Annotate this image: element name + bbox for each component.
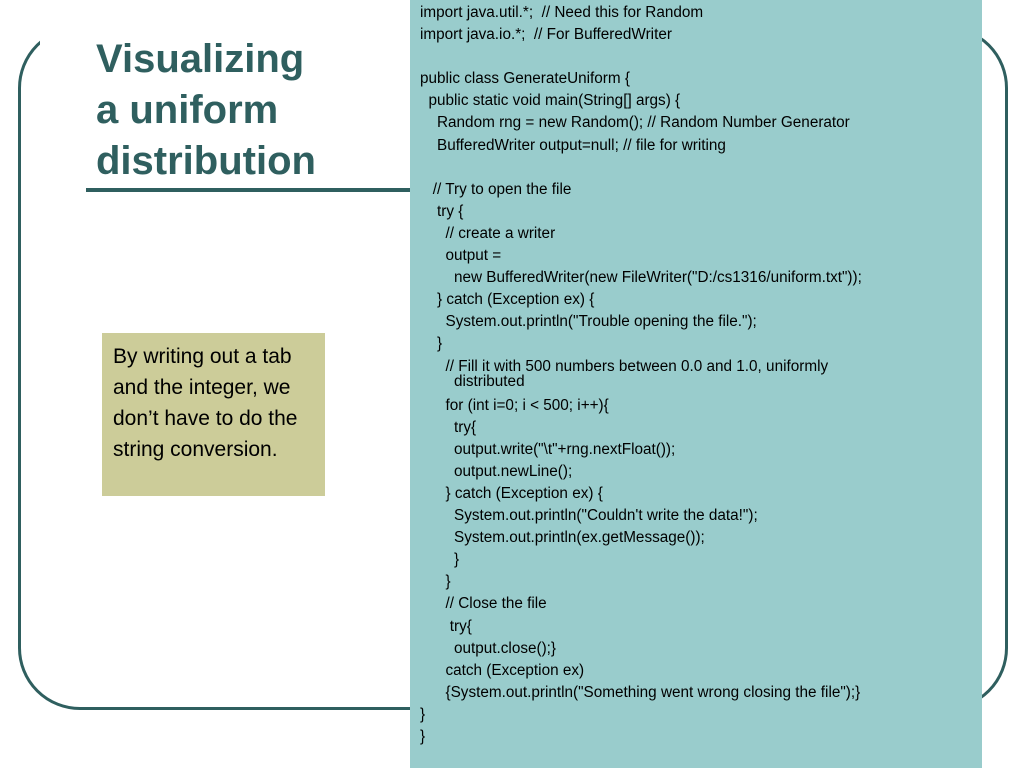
code-line: } catch (Exception ex) { — [420, 291, 595, 309]
code-line: // create a writer — [420, 224, 556, 242]
code-line: } — [420, 551, 460, 569]
code-line: try{ — [420, 418, 477, 436]
code-line: {System.out.println("Something went wrong closing the file");} — [420, 683, 861, 701]
note-box: By writing out a tab and the integer, we don’t have to do the string conversion. — [102, 333, 325, 496]
title-line-1: Visualizing — [96, 37, 305, 81]
code-line: } catch (Exception ex) { — [420, 484, 603, 502]
code-line: distributed — [420, 372, 525, 390]
code-line: output.write("\t"+rng.nextFloat()); — [420, 440, 676, 458]
code-line: } — [420, 705, 426, 723]
code-line: // Fill it with 500 numbers between 0.0 and 1.0, uniformly — [420, 357, 829, 375]
title-line-2: a uniform — [96, 88, 279, 132]
code-line: System.out.println(ex.getMessage()); — [420, 529, 705, 547]
code-line: System.out.println("Couldn't write the data!"); — [420, 507, 758, 525]
code-line: // Close the file — [420, 595, 547, 613]
code-line — [420, 157, 982, 179]
slide-title — [96, 34, 316, 187]
code-line: output.close();} — [420, 639, 557, 657]
code-line: new BufferedWriter(new FileWriter("D:/cs1316/uniform.txt")); — [420, 269, 862, 287]
code-line: try{ — [420, 617, 472, 635]
code-line — [420, 46, 982, 68]
code-line: import java.util.*; // Need this for Random — [420, 4, 704, 21]
code-line: } — [420, 335, 443, 353]
code-line: import java.io.*; // For BufferedWriter — [420, 26, 672, 44]
code-line: // Try to open the file — [420, 180, 572, 198]
title-line-3: distribution — [96, 139, 316, 183]
code-line: catch (Exception ex) — [420, 661, 585, 679]
code-line: System.out.println("Trouble opening the file."); — [420, 313, 757, 331]
code-line: output = — [420, 247, 502, 265]
code-line: output.newLine(); — [420, 462, 573, 480]
code-line: public class GenerateUniform { — [420, 70, 631, 88]
code-line: for (int i=0; i < 500; i++){ — [420, 396, 609, 414]
code-line: } — [420, 728, 426, 745]
title-underline — [86, 188, 426, 192]
code-line: try { — [420, 202, 464, 220]
code-line: Random rng = new Random(); // Random Number Generator — [420, 114, 850, 132]
code-line: } — [420, 573, 451, 591]
code-line: BufferedWriter output=null; // file for writing — [420, 136, 726, 154]
code-block — [410, 0, 982, 768]
code-line: public static void main(String[] args) { — [420, 92, 681, 110]
